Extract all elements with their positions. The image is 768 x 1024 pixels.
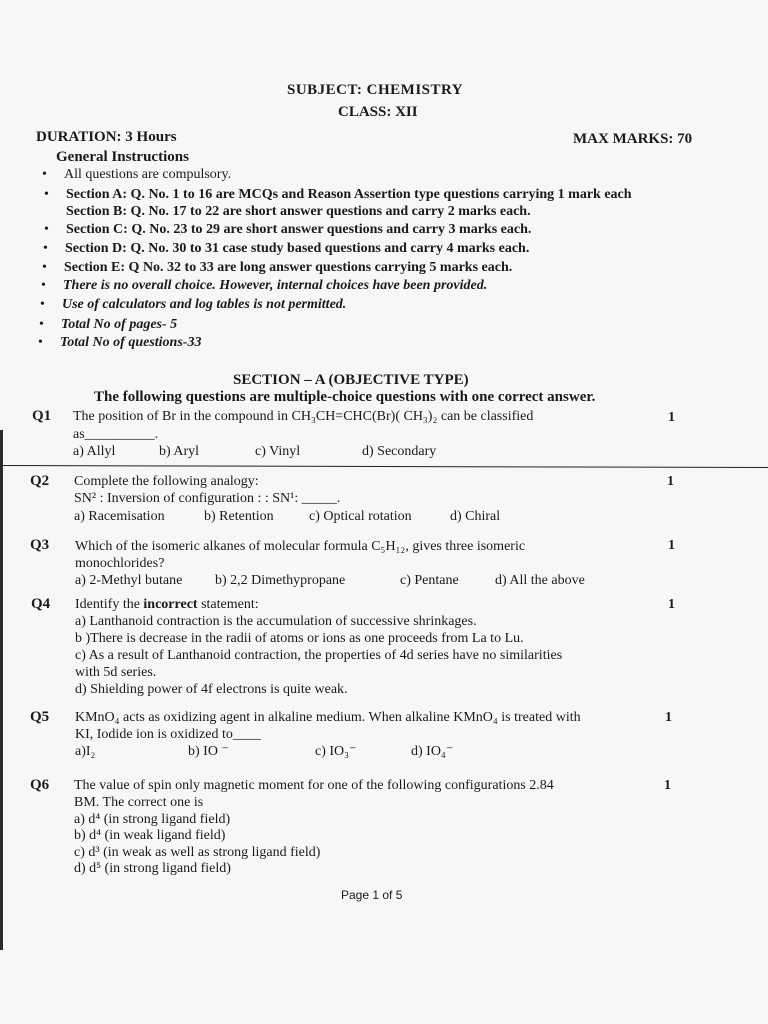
instruction-item: • There is no overall choice. However, internal choices have been provided. (41, 278, 488, 293)
instruction-item: • Section E: Q No. 32 to 33 are long answer questions carrying 5 marks each. (42, 260, 513, 275)
instruction-item: • Total No of questions-33 (38, 335, 202, 350)
general-instructions-heading: General Instructions (56, 149, 189, 165)
bullet-icon: • (42, 167, 47, 182)
subject-heading: SUBJECT: CHEMISTRY (287, 82, 464, 98)
section-a-subtitle: The following questions are multiple-choice questions with one correct answer. (94, 389, 596, 405)
duration-label: DURATION: 3 Hours (36, 129, 177, 145)
option-d: d) IO₄⁻ (411, 744, 454, 759)
bullet-icon: • (39, 317, 44, 332)
option-b: b )There is decrease in the radii of atoms or ions as one proceeds from La to Lu. (75, 631, 524, 646)
class-heading: CLASS: XII (338, 104, 418, 120)
option-d: d) All the above (495, 573, 585, 588)
divider (0, 465, 768, 468)
option-d: d) Secondary (362, 444, 437, 459)
option-a: a)I₂ (75, 744, 96, 759)
marks-value: 1 (668, 538, 675, 553)
question-number: Q5 (30, 709, 50, 725)
question-text: monochlorides? (75, 556, 165, 571)
option-a: a) d⁴ (in strong ligand field) (74, 812, 231, 827)
question-text: The position of Br in the compound in CH₃CH=CHC(Br)( CH₃)₂ can be classified (73, 409, 534, 424)
instruction-item: • Section C: Q. No. 23 to 29 are short answer questions and carry 3 marks each. (44, 222, 532, 237)
bullet-icon: • (43, 241, 48, 256)
bullet-icon: • (44, 187, 49, 202)
bullet-icon: • (38, 335, 43, 350)
instruction-item: • Section A: Q. No. 1 to 16 are MCQs and Reason Assertion type questions carrying 1 mark each (44, 187, 632, 202)
question-options (75, 572, 585, 589)
option-a: a) Racemisation (74, 509, 165, 524)
option-d: d) d⁵ (in strong ligand field) (74, 861, 231, 876)
bullet-icon: • (40, 297, 45, 312)
bullet-icon: • (42, 260, 47, 275)
instruction-item: Section B: Q. No. 17 to 22 are short answer questions and carry 2 marks each. (66, 204, 531, 219)
option-c: c) Optical rotation (309, 509, 412, 524)
section-a-title: SECTION – A (OBJECTIVE TYPE) (233, 372, 469, 388)
option-d: d) Shielding power of 4f electrons is quite weak. (75, 682, 348, 697)
option-a: a) 2-Methyl butane (75, 573, 183, 588)
question-text: Which of the isomeric alkanes of molecular formula C₅H₁₂, gives three isomeric (75, 539, 526, 554)
question-number: Q3 (30, 537, 50, 553)
question-text: The value of spin only magnetic moment for one of the following configurations 2.84 (74, 778, 554, 793)
question-text: as__________. (73, 427, 159, 442)
question-text: KI, Iodide ion is oxidized to____ (75, 727, 261, 742)
question-text: Complete the following analogy: (74, 474, 259, 489)
bullet-icon: • (44, 222, 49, 237)
option-a: a) Lanthanoid contraction is the accumulation of successive shrinkages. (75, 614, 477, 629)
question-text: BM. The correct one is (74, 795, 204, 810)
marks-value: 1 (665, 710, 672, 725)
question-number: Q6 (30, 777, 50, 793)
option-c: c) Vinyl (255, 444, 301, 459)
marks-value: 1 (668, 410, 675, 425)
option-d: d) Chiral (450, 509, 501, 524)
option-a: a) Allyl (73, 444, 116, 459)
option-b: b) IO ⁻ (188, 744, 229, 759)
marks-value: 1 (664, 778, 671, 793)
option-c: c) Pentane (400, 573, 459, 588)
option-c: c) As a result of Lanthanoid contraction, the properties of 4d series have no similarities (75, 648, 563, 663)
question-text: Identify the incorrect statement: (75, 597, 259, 612)
option-b: b) 2,2 Dimethypropane (215, 573, 346, 588)
page-edge-shadow (0, 430, 3, 950)
emphasis: incorrect (143, 597, 198, 612)
option-c: c) d³ (in weak as well as strong ligand field) (74, 845, 321, 860)
question-number: Q1 (32, 408, 52, 424)
option-c: c) IO₃⁻ (315, 744, 357, 759)
max-marks-label: MAX MARKS: 70 (573, 131, 693, 147)
question-options (74, 508, 500, 525)
option-b: b) d⁴ (in weak ligand field) (74, 828, 226, 843)
instruction-item: • All questions are compulsory. (42, 167, 232, 182)
marks-value: 1 (667, 474, 674, 489)
question-options (75, 743, 453, 760)
marks-value: 1 (668, 597, 675, 612)
question-options (73, 443, 436, 460)
question-text: SN² : Inversion of configuration : : SN¹: _____. (74, 491, 341, 506)
option-c-continued: with 5d series. (75, 665, 157, 680)
option-b: b) Retention (204, 509, 274, 524)
question-text: KMnO₄ acts as oxidizing agent in alkaline medium. When alkaline KMnO₄ is treated with (75, 710, 581, 725)
option-b: b) Aryl (159, 444, 200, 459)
question-number: Q4 (31, 596, 51, 612)
bullet-icon: • (41, 278, 46, 293)
instruction-item: • Use of calculators and log tables is not permitted. (40, 297, 347, 312)
page-number-footer: Page 1 of 5 (341, 888, 403, 902)
instruction-item: • Section D: Q. No. 30 to 31 case study based questions and carry 4 marks each. (43, 241, 530, 256)
question-number: Q2 (30, 473, 50, 489)
instruction-item: • Total No of pages- 5 (39, 317, 178, 332)
